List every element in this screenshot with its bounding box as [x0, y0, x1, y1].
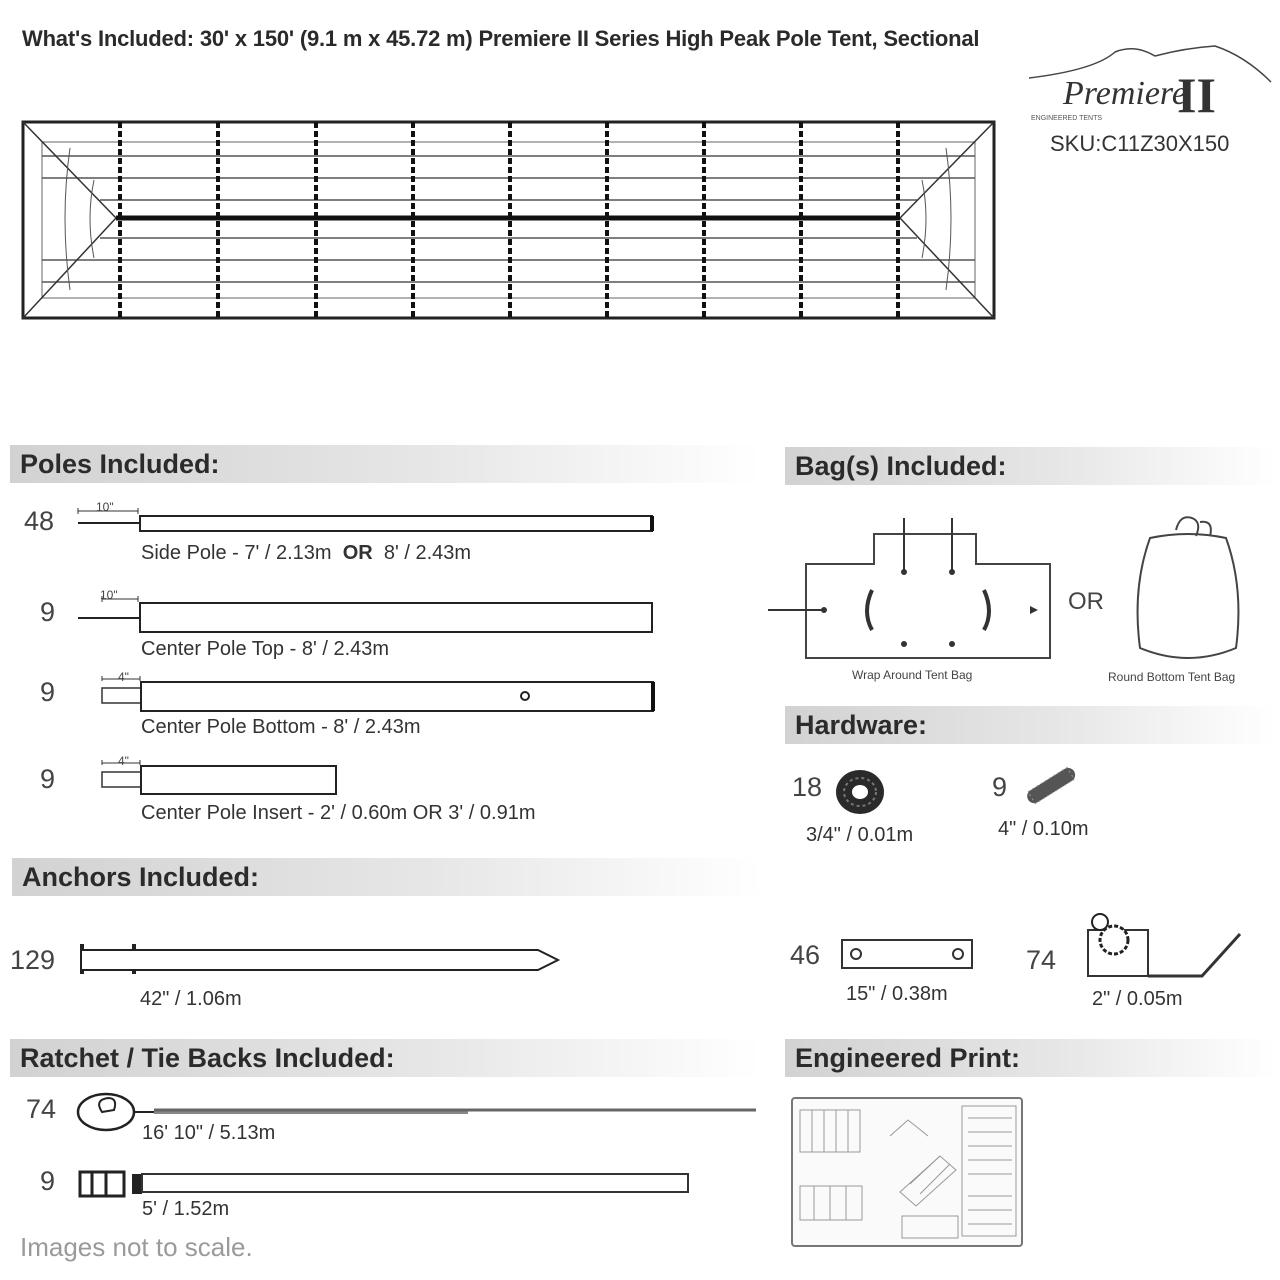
section-hardware-heading: Hardware: [785, 706, 1275, 744]
center-pole-bottom-qty: 9 [40, 677, 56, 707]
ratchet-label: 5' / 1.52m [142, 1198, 230, 1220]
washer-qty: 18 [792, 772, 823, 802]
tie-back-label: 16' 10" / 5.13m [142, 1122, 276, 1144]
anchor-qty: 129 [10, 945, 56, 975]
section-anchors-heading: Anchors Included: [12, 858, 762, 896]
side-pole-diagram [76, 504, 656, 534]
center-pole-top-label: Center Pole Top - 8' / 2.43m [141, 638, 390, 660]
washer-label: 3/4" / 0.01m [806, 824, 914, 846]
center-pole-top-pin-label: 10" [100, 588, 118, 602]
center-pole-bottom-diagram [100, 672, 660, 714]
center-pole-top-qty: 9 [40, 597, 56, 627]
side-pole-qty: 48 [24, 506, 55, 536]
tent-top-view-diagram [20, 118, 1000, 324]
center-pole-insert-qty: 9 [40, 764, 56, 794]
svg-text:II: II [1177, 67, 1216, 123]
round-bottom-tent-bag-label: Round Bottom Tent Bag [1108, 670, 1236, 684]
svg-text:Premiere: Premiere [1063, 75, 1187, 112]
bolt-icon [1020, 762, 1084, 808]
plate-qty: 46 [790, 940, 821, 970]
hook-icon [1082, 908, 1246, 980]
center-pole-insert-diagram [100, 756, 340, 798]
ratchet-strap-icon [76, 1168, 692, 1200]
svg-text:ENGINEERED TENTS: ENGINEERED TENTS [1031, 115, 1103, 122]
section-bags-heading: Bag(s) Included: [785, 447, 1275, 485]
side-pole-label [141, 542, 471, 565]
brand-logo [1025, 38, 1273, 128]
center-pole-insert-pin-label: 4" [118, 754, 129, 768]
anchor-label: 42" / 1.06m [140, 988, 242, 1010]
center-pole-insert-label: Center Pole Insert - 2' / 0.60m OR 3' / 0.91m [141, 802, 536, 824]
bag-or-label: OR [1068, 588, 1104, 615]
wrap-around-tent-bag-icon [766, 512, 1066, 662]
sku-label: SKU:C11Z30X150 [1050, 131, 1230, 156]
tie-back-qty: 74 [26, 1094, 57, 1124]
footnote: Images not to scale. [20, 1232, 253, 1262]
center-pole-bottom-label: Center Pole Bottom - 8' / 2.43m [141, 716, 421, 738]
plate-icon [840, 938, 976, 972]
side-pole-or: OR [342, 542, 373, 564]
side-pole-size-alt: 8' / 2.43m [383, 542, 472, 564]
center-pole-top-diagram [76, 592, 656, 634]
center-pole-bottom-pin-label: 4" [118, 670, 129, 684]
section-poles-heading: Poles Included: [10, 445, 760, 483]
hook-qty: 74 [1026, 945, 1057, 975]
ratchet-qty: 9 [40, 1166, 56, 1196]
engineered-print-icon [790, 1096, 1024, 1248]
page-title: What's Included: 30' x 150' (9.1 m x 45.72 m) Premiere II Series High Peak Pole Tent, Sectional [22, 26, 980, 51]
section-print-heading: Engineered Print: [785, 1039, 1275, 1077]
side-pole-pin-label: 10" [96, 500, 114, 514]
washer-icon [832, 766, 888, 818]
round-bottom-tent-bag-icon [1126, 508, 1252, 668]
wrap-around-tent-bag-label: Wrap Around Tent Bag [852, 668, 973, 682]
side-pole-size: Side Pole - 7' / 2.13m [141, 542, 332, 564]
plate-label: 15" / 0.38m [846, 983, 948, 1005]
bolt-label: 4" / 0.10m [998, 818, 1089, 840]
bolt-qty: 9 [992, 772, 1008, 802]
hook-label: 2" / 0.05m [1092, 988, 1183, 1010]
section-ratchets-heading: Ratchet / Tie Backs Included: [10, 1039, 760, 1077]
anchor-stake-icon [76, 940, 562, 980]
